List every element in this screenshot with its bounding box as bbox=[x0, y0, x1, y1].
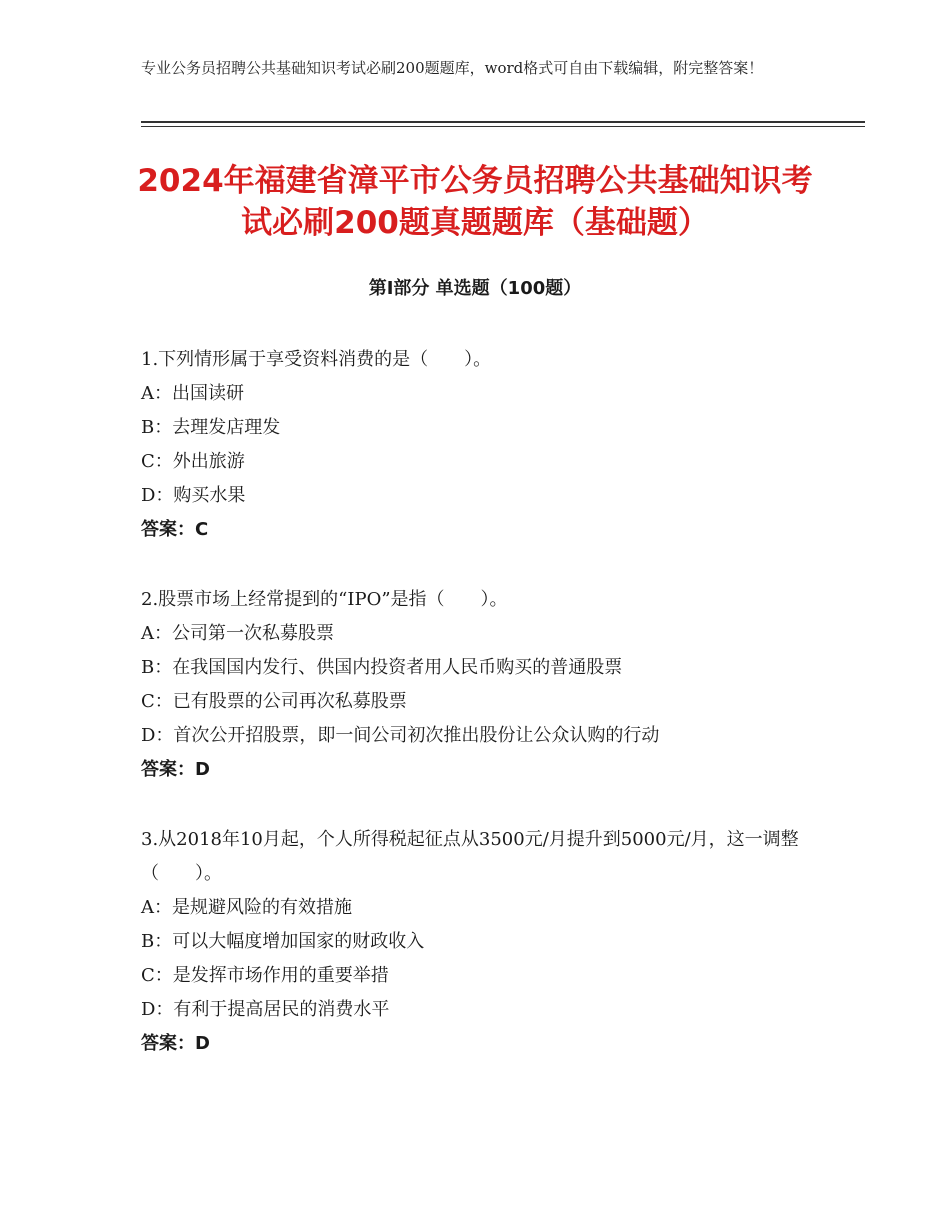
option-b: B：去理发店理发 bbox=[141, 417, 281, 438]
question-1 bbox=[141, 343, 821, 547]
option-a: A：是规避风险的有效措施 bbox=[141, 897, 352, 918]
option-d: D：有利于提高居民的消费水平 bbox=[141, 999, 390, 1020]
option-d: D：购买水果 bbox=[141, 485, 246, 506]
header-note: 专业公务员招聘公共基础知识考试必刷200题题库，word格式可自由下载编辑，附完整答案！ bbox=[141, 59, 764, 77]
question-stem: 2.股票市场上经常提到的“IPO”是指（ ）。 bbox=[141, 589, 508, 610]
option-c: C：外出旅游 bbox=[141, 451, 245, 472]
header-rule-thin bbox=[141, 126, 865, 127]
option-c: C：已有股票的公司再次私募股票 bbox=[141, 691, 407, 712]
option-d: D：首次公开招股票，即一间公司初次推出股份让公众认购的行动 bbox=[141, 725, 660, 746]
header-rule-thick bbox=[141, 121, 865, 123]
option-c: C：是发挥市场作用的重要举措 bbox=[141, 965, 389, 986]
answer: 答案：D bbox=[141, 1033, 210, 1054]
answer: 答案：C bbox=[141, 519, 209, 540]
option-a: A：出国读研 bbox=[141, 383, 244, 404]
document-title: 2024年福建省漳平市公务员招聘公共基础知识考试必刷200题真题题库（基础题） bbox=[137, 163, 813, 241]
question-stem: 1.下列情形属于享受资料消费的是（ ）。 bbox=[141, 349, 492, 370]
answer: 答案：D bbox=[141, 759, 210, 780]
question-3 bbox=[141, 823, 821, 1061]
question-2 bbox=[141, 583, 821, 787]
question-stem: 3.从2018年10月起，个人所得税起征点从3500元/月提升到5000元/月，这一调整（ ）。 bbox=[141, 829, 799, 884]
option-b: B：可以大幅度增加国家的财政收入 bbox=[141, 931, 425, 952]
section-title: 第Ⅰ部分 单选题（100题） bbox=[368, 278, 582, 299]
question-list bbox=[141, 343, 821, 1097]
option-a: A：公司第一次私募股票 bbox=[141, 623, 334, 644]
option-b: B：在我国国内发行、供国内投资者用人民币购买的普通股票 bbox=[141, 657, 623, 678]
